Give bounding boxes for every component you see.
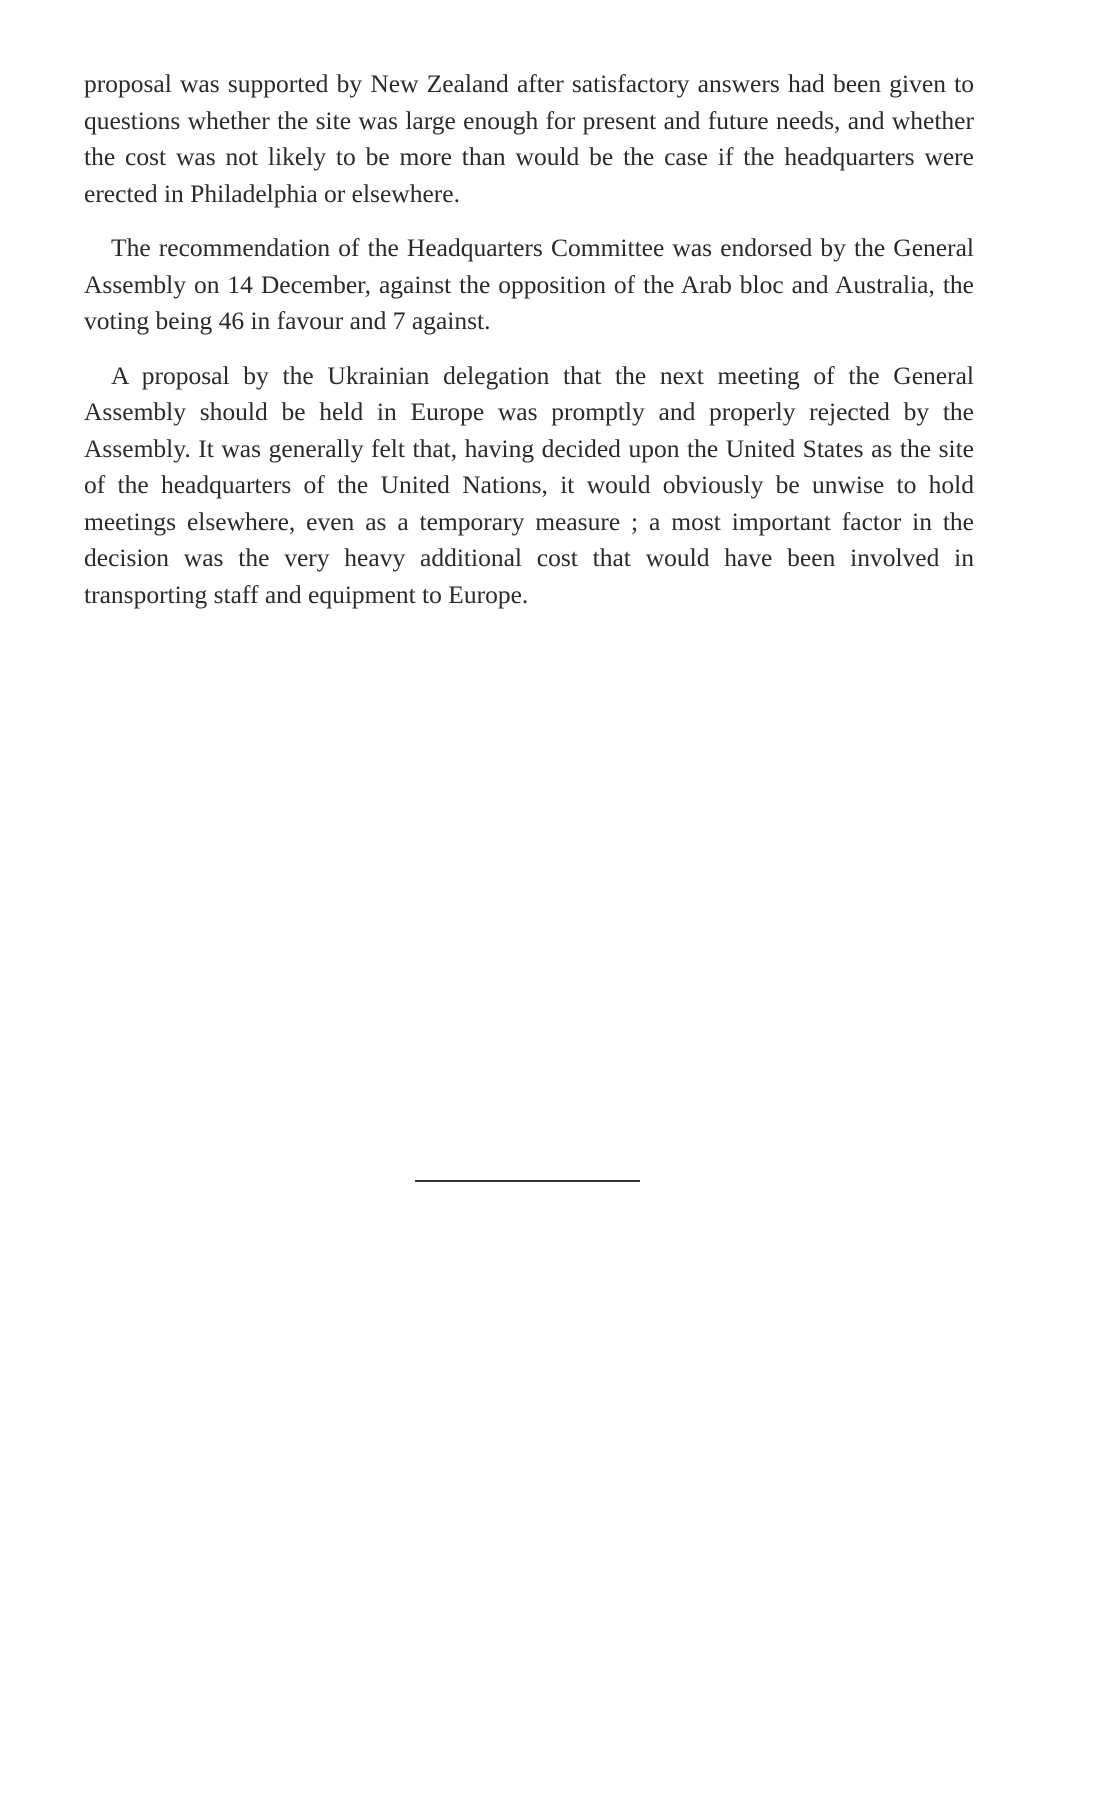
body-text	[84, 66, 974, 631]
paragraph-continuation: proposal was supported by New Zealand after satisfactory answers had been given to questions whether the site was large enough for present and future needs, and whether the cost was not likely to be more than would be the case if the headquarters were erected in Philadelphia or elsewhere.	[84, 69, 974, 208]
section-end-rule	[415, 1180, 640, 1182]
paragraph-committee-recommendation: The recommendation of the Headquarters Committee was endorsed by the General Assembly on 14 December, against the opposition of the Arab bloc and Australia, the voting being 46 in favour and 7 against.	[84, 233, 974, 335]
paragraph-ukrainian-proposal: A proposal by the Ukrainian delegation that the next meeting of the General Assembly should be held in Europe was promptly and properly rejected by the Assembly. It was generally felt that, having decided upon the United States as the site of the headquarters of the United Nations, it would obviously be unwise to hold meetings elsewhere, even as a temporary measure ; a most important factor in the decision was the very heavy additional cost that would have been involved in transporting staff and equipment to Europe.	[84, 360, 974, 609]
